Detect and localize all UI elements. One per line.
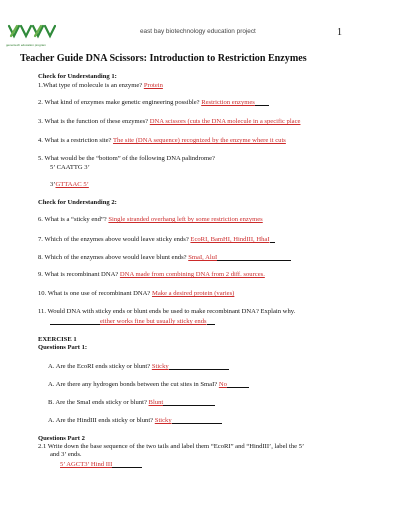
question-2-answer: Restriction enzymes: [201, 99, 255, 106]
question-11-answer: either works fine but usually sticky ends: [100, 318, 207, 325]
question-3-answer: DNA scissors (cuts the DNA molecule in a specific place: [149, 118, 301, 125]
question-a-answer: Sticky: [151, 363, 169, 370]
question-11: [38, 308, 295, 315]
cfu2-heading: Check for Understanding 2:: [38, 199, 117, 206]
question-3: [38, 118, 300, 125]
question-1: [38, 82, 163, 89]
palindrome-bottom-strand: [50, 181, 89, 188]
question-4-answer: The site (DNA sequence) recognized by the enzyme where it cuts: [113, 137, 286, 144]
question-6-answer: Single stranded overhang left by some restriction enzymes: [108, 216, 263, 223]
question-11-prompt: 11. Would DNA with sticky ends or blunt ends be used to make recombinant DNA? Explain why.: [38, 308, 296, 315]
question-3-prompt: 3. What is the function of these enzymes?: [38, 118, 149, 125]
question-4-prompt: 4. What is a restriction site?: [38, 137, 112, 144]
question-9: [38, 271, 265, 278]
question-2-1-answer: 5’ AGCT3’ Hind III: [60, 461, 113, 468]
question-2-1-line-2: and 3’ ends.: [50, 451, 82, 458]
question-5-answer: GTTAAC 5’: [55, 181, 89, 188]
question-1-answer: Protein: [143, 82, 163, 89]
question-a2: [48, 380, 249, 388]
question-10-prompt: 10. What is one use of recombinant DNA?: [38, 290, 151, 297]
question-a2-answer: No: [218, 381, 227, 388]
question-1-prompt: 1.What type of molecule is an enzyme?: [38, 82, 143, 89]
question-4: [38, 137, 286, 144]
palindrome-bottom-label: 3’: [50, 181, 56, 188]
question-6: [38, 216, 263, 223]
question-7-answer: EcoRI, BamHI, HindIII, HhaI: [190, 236, 270, 243]
question-a-prompt: A. Are the EcoRI ends sticky or blunt?: [48, 363, 151, 370]
question-10-answer: Make a desired protein (varies): [151, 290, 235, 297]
logo-text: genentech education program: [6, 43, 46, 47]
palindrome-top-strand: 5’ CAATTG 3’: [50, 164, 90, 171]
question-2: [38, 98, 269, 106]
question-9-prompt: 9. What is recombinant DNA?: [38, 271, 119, 278]
question-8-answer: SmaI, AluI: [188, 254, 218, 261]
question-8: [38, 253, 291, 261]
question-6-prompt: 6. What is a “sticky end”?: [38, 216, 107, 223]
question-a3-answer: Sticky: [154, 417, 172, 424]
question-a3-prompt: A. Are the HindIII ends sticky or blunt?: [48, 417, 154, 424]
question-10: [38, 290, 234, 297]
document-title: Teacher Guide DNA Scissors: Introduction to Restriction Enzymes: [20, 53, 307, 64]
question-2-prompt: 2. What kind of enzymes make genetic engineering possible?: [38, 99, 200, 106]
question-b: [48, 398, 215, 406]
exercise-heading: EXERCISE 1: [38, 336, 77, 343]
question-7: [38, 235, 275, 243]
question-2-1-line-1: 2.1 Write down the base sequence of the two tails and label them “EcoRI” and “HindIII’, label the 5’: [38, 443, 305, 450]
question-9-answer: DNA made from combining DNA from 2 diff. sources.: [119, 271, 265, 278]
question-11-answer-line: [50, 317, 215, 325]
question-a: [48, 362, 229, 370]
part1-heading: Questions Part 1:: [38, 344, 88, 351]
part2-heading: Questions Part 2: [38, 435, 85, 442]
question-a2-prompt: A. Are there any hydrogen bonds between the cut sites in SmaI?: [48, 381, 218, 388]
page-number: 1: [337, 27, 342, 38]
question-a3: [48, 416, 222, 424]
question-8-prompt: 8. Which of the enzymes above would leave blunt ends?: [38, 254, 187, 261]
question-2-1-answer-line: [60, 460, 142, 468]
header-organization: east bay biotechnology education project: [140, 28, 256, 35]
question-b-prompt: B. Are the SmaI ends sticky or blunt?: [48, 399, 147, 406]
question-5-prompt: 5. What would be the “bottom” of the following DNA palindrome?: [38, 155, 215, 162]
question-5: [38, 155, 215, 162]
question-7-prompt: 7. Which of the enzymes above would leave sticky ends?: [38, 236, 189, 243]
question-b-answer: Blunt: [148, 399, 164, 406]
cfu1-heading: Check for Understanding 1:: [38, 73, 117, 80]
